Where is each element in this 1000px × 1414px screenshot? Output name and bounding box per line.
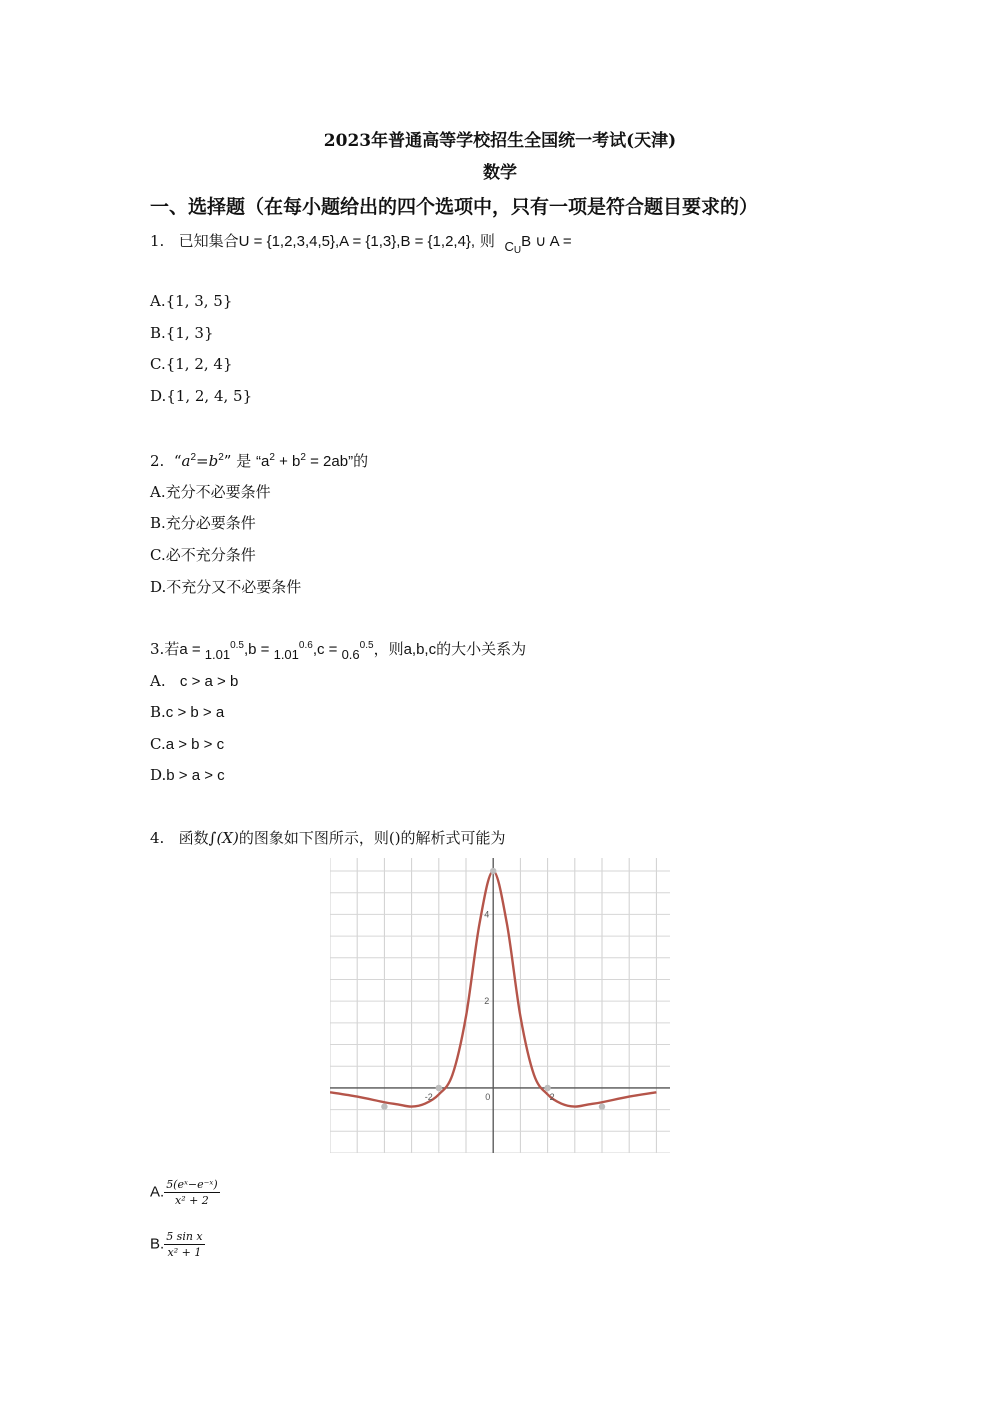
equals-sign: =: [196, 452, 209, 470]
exponent: 2: [190, 452, 197, 463]
fraction-denominator: x² + 2: [174, 1194, 209, 1207]
option-letter: D.: [150, 578, 167, 596]
is-word: 是: [236, 452, 252, 470]
option-text: b > a > c: [166, 767, 225, 784]
exponent: 2: [269, 452, 275, 463]
question-tail: 的大小关系为: [436, 640, 527, 658]
option-letter: B.: [150, 514, 166, 532]
option-letter: B.: [150, 324, 166, 342]
if-word: 若: [164, 640, 180, 658]
option-letter: A.: [150, 1183, 165, 1201]
option-text: a > b > c: [165, 736, 225, 753]
question-lead: 函数: [178, 829, 209, 847]
q3-option-a: [150, 672, 238, 690]
question-number: 2.: [150, 452, 165, 470]
function-graph: [330, 858, 670, 1153]
option-text: {1, 3}: [165, 324, 214, 342]
q2-option-c: [150, 544, 256, 565]
option-letter: B.: [150, 1235, 165, 1253]
q3-option-c: [150, 735, 224, 753]
a-base: 1.01: [204, 647, 231, 662]
curve-point: [599, 1103, 605, 1109]
option-text: 充分不必要条件: [165, 483, 271, 501]
a-equals: a =: [179, 641, 205, 658]
q3-option-b: [150, 703, 224, 721]
b-equals: ,b =: [243, 641, 274, 658]
y-tick-label-4: 4: [484, 909, 490, 920]
option-text: 充分必要条件: [165, 514, 256, 532]
close-quote: ”: [223, 452, 232, 470]
section-heading: 一、选择题（在每小题给出的四个选项中，只有一项是符合题目要求的）: [150, 196, 759, 218]
option-letter: C.: [150, 546, 166, 564]
q1-option-d: [150, 387, 252, 405]
exam-title: 2023年普通高等学校招生全国统一考试(天津): [323, 131, 677, 151]
set-expression: B ∪ A =: [521, 233, 572, 250]
curve-point: [436, 1085, 442, 1091]
complement-subscript: U: [513, 245, 522, 256]
question-4: [150, 827, 506, 848]
var-a: a: [181, 452, 191, 470]
option-letter: D.: [150, 387, 167, 405]
x-tick-label-neg2: -2: [424, 1091, 433, 1102]
option-letter: D.: [150, 766, 167, 784]
question-1: [150, 230, 572, 256]
curve-point: [490, 868, 496, 874]
option-letter: A.: [150, 292, 166, 310]
fraction-numerator: 5(eˣ−e⁻ˣ): [166, 1178, 218, 1191]
option-letter: B.: [150, 703, 166, 721]
expr-start: “a: [256, 453, 270, 470]
expr-plus-b: + b: [274, 453, 301, 470]
expr-rest: = 2ab”的: [305, 453, 369, 470]
graph-grid: [330, 858, 670, 1153]
var-b: b: [208, 452, 219, 470]
question-tail: 的图象如下图所示，则()的解析式可能为: [238, 829, 506, 847]
c-equals: ,c =: [312, 641, 342, 658]
b-base: 1.01: [273, 647, 299, 662]
option-fraction: [164, 1178, 219, 1207]
question-number: 1.: [150, 232, 165, 250]
q1-option-c: [150, 355, 233, 373]
question-number: 4.: [150, 829, 165, 847]
option-text: 不充分又不必要条件: [166, 578, 302, 596]
x-tick-label-2: 2: [549, 1091, 555, 1102]
q4-option-b: [150, 1230, 205, 1259]
curve-point: [544, 1085, 550, 1091]
exponent: 2: [218, 452, 224, 463]
then-word: 则: [479, 232, 495, 250]
option-text: {1, 2, 4}: [165, 355, 233, 373]
curve-point: [381, 1103, 387, 1109]
abc-vars: a,b,c: [403, 641, 437, 658]
c-base: 0.6: [341, 647, 360, 662]
question-number: 3.: [150, 640, 165, 658]
option-text: {1, 2, 4, 5}: [166, 387, 253, 405]
q2-option-d: [150, 576, 301, 597]
then-word: ，则: [373, 640, 404, 658]
fraction-numerator: 5 sin x: [166, 1230, 203, 1243]
open-quote: “: [173, 452, 182, 470]
complement-symbol: C: [504, 239, 514, 254]
q2-option-b: [150, 512, 256, 533]
option-text: 必不充分条件: [165, 546, 256, 564]
question-lead: 已知集合: [178, 232, 239, 250]
option-letter: C.: [150, 735, 166, 753]
option-letter: C.: [150, 355, 166, 373]
function-symbol: ∫(X): [208, 829, 239, 847]
option-fraction: [164, 1230, 204, 1259]
option-letter: A.: [150, 483, 166, 501]
fraction-denominator: x² + 1: [167, 1246, 202, 1259]
q3-option-d: [150, 766, 225, 784]
q2-option-a: [150, 481, 271, 502]
q1-option-a: [150, 292, 232, 310]
a-exponent: 0.5: [230, 640, 244, 651]
question-3: [150, 638, 527, 662]
q1-option-b: [150, 324, 214, 342]
c-exponent: 0.5: [359, 640, 374, 651]
q4-option-a: [150, 1178, 220, 1207]
b-exponent: 0.6: [298, 640, 313, 651]
x-tick-label-0: 0: [485, 1091, 491, 1102]
option-text: {1, 3, 5}: [165, 292, 233, 310]
option-text: c > a > b: [179, 673, 239, 690]
option-letter: A.: [150, 672, 166, 690]
y-tick-label-2: 2: [484, 996, 490, 1007]
set-definitions: U = {1,2,3,4,5},A = {1,3},B = {1,2,4},: [238, 233, 476, 250]
subject-title: 数学: [483, 163, 517, 183]
exponent: 2: [300, 452, 306, 463]
question-2: [150, 450, 368, 471]
option-text: c > b > a: [165, 704, 225, 721]
